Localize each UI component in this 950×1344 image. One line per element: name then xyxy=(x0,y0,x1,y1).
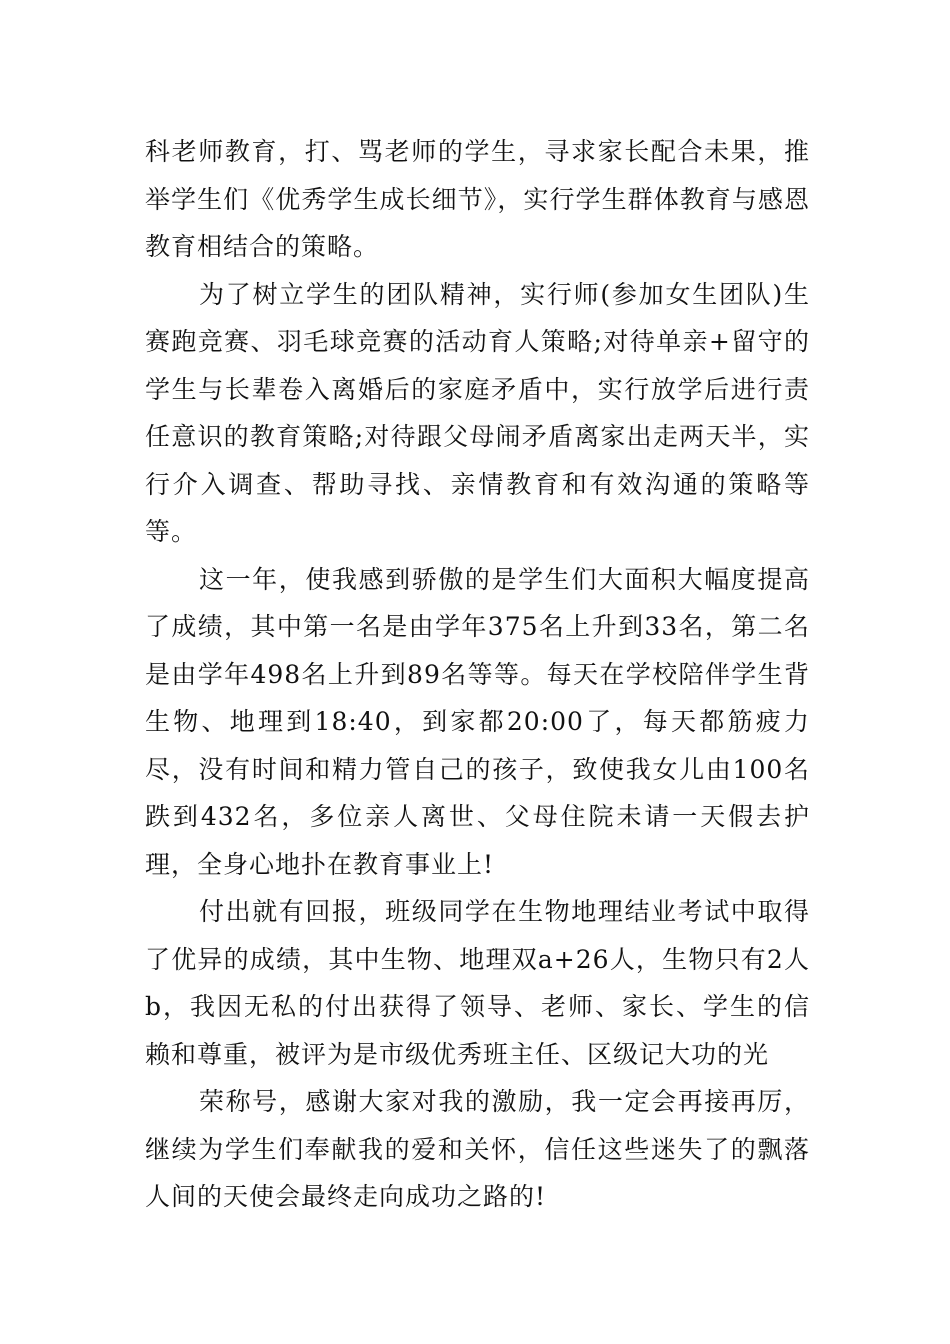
paragraph-4: 付出就有回报，班级同学在生物地理结业考试中取得了优异的成绩，其中生物、地理双a+26人，生物只有2人b，我因无私的付出获得了领导、老师、家长、学生的信赖和尊重，被评为是市级优秀班主任、区级记大功的光 xyxy=(145,897,810,1069)
paragraph-2: 为了树立学生的团队精神，实行师(参加女生团队)生赛跑竞赛、羽毛球竞赛的活动育人策略;对待单亲+留守的学生与长辈卷入离婚后的家庭矛盾中，实行放学后进行责任意识的教育策略;对待跟父母闹矛盾离家出走两天半，实行介入调查、帮助寻找、亲情教育和有效沟通的策略等等。 xyxy=(145,279,810,546)
paragraph-5: 荣称号，感谢大家对我的激励，我一定会再接再厉，继续为学生们奉献我的爱和关怀，信任这些迷失了的飘落人间的天使会最终走向成功之路的! xyxy=(145,1087,810,1211)
paragraph-3: 这一年，使我感到骄傲的是学生们大面积大幅度提高了成绩，其中第一名是由学年375名上升到33名，第二名是由学年498名上升到89名等等。每天在学校陪伴学生背生物、地理到18:40，到家都20:00了，每天都筋疲力尽，没有时间和精力管自己的孩子，致使我女儿由100名跌到432名，多位亲人离世、父母住院未请一天假去护理，全身心地扑在教育事业上! xyxy=(145,564,810,879)
document-body xyxy=(145,128,810,1221)
paragraph-1: 科老师教育，打、骂老师的学生，寻求家长配合未果，推举学生们《优秀学生成长细节》，实行学生群体教育与感恩教育相结合的策略。 xyxy=(145,137,810,261)
